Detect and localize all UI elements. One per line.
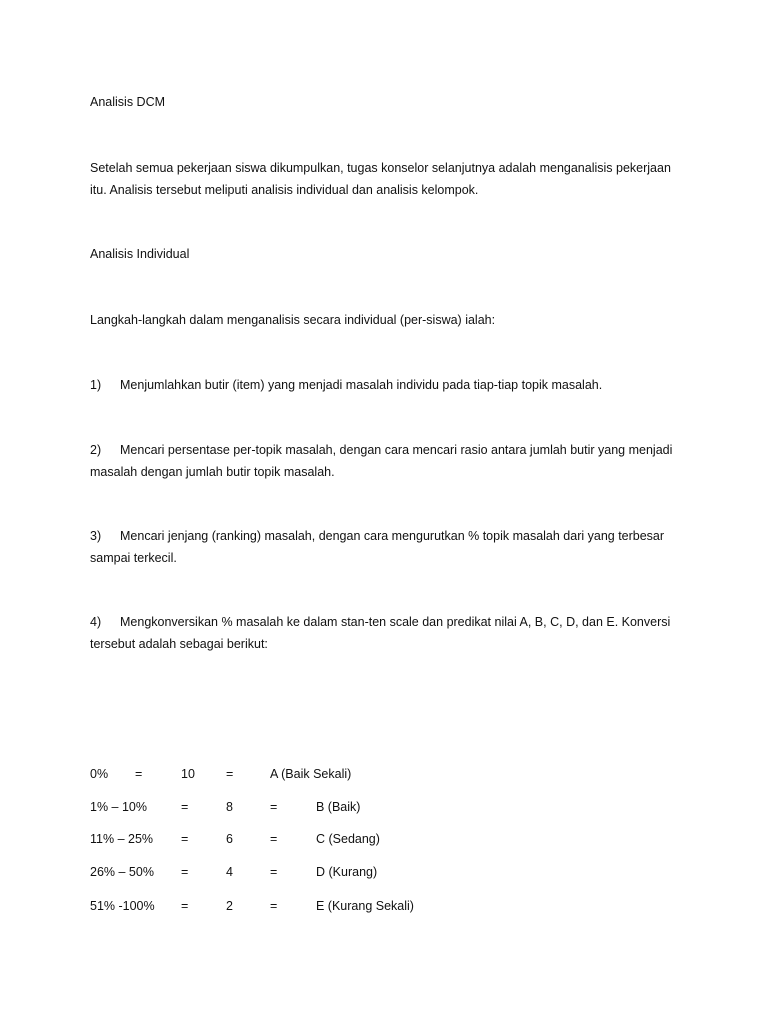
range-cell: 51% -100%: [90, 899, 155, 913]
equals-sign: =: [181, 865, 189, 879]
equals-sign: =: [270, 832, 278, 846]
range-cell: 0%: [90, 767, 109, 781]
table-row: [90, 796, 690, 818]
range-cell: 26% – 50%: [90, 865, 154, 879]
step-item-4: [90, 611, 680, 655]
step-item-1: [90, 374, 680, 396]
table-row: [90, 861, 690, 883]
grade-cell: D (Kurang): [316, 865, 378, 879]
range-cell: 11% – 25%: [90, 832, 154, 846]
step-item-2: [90, 439, 680, 483]
score-cell: 6: [226, 832, 233, 846]
step-number: 3): [90, 529, 102, 543]
score-cell: 2: [226, 899, 233, 913]
intro-paragraph: Setelah semua pekerjaan siswa dikumpulkan, tugas konselor selanjutnya adalah menganalisis pekerjaan itu. Analisis tersebut meliputi analisis individual dan analisis kelompok.: [90, 161, 671, 197]
section-heading: Analisis Individual: [90, 247, 190, 261]
steps-intro: Langkah-langkah dalam menganalisis secara individual (per-siswa) ialah:: [90, 313, 496, 327]
score-cell: 8: [226, 800, 233, 814]
equals-sign: =: [270, 800, 278, 814]
grade-cell: E (Kurang Sekali): [316, 899, 414, 913]
score-cell: 4: [226, 865, 233, 879]
grade-cell: B (Baik): [316, 800, 361, 814]
table-row: [90, 828, 690, 850]
grade-cell: C (Sedang): [316, 832, 380, 846]
equals-sign: =: [135, 767, 143, 781]
table-row: [90, 895, 690, 917]
document-title: Analisis DCM: [90, 95, 166, 109]
step-text: Menjumlahkan butir (item) yang menjadi masalah individu pada tiap-tiap topik masalah.: [120, 378, 603, 392]
step-number: 2): [90, 443, 102, 457]
step-text: Mencari persentase per-topik masalah, dengan cara mencari rasio antara jumlah butir yang menjadi masalah dengan jumlah butir topik masalah.: [90, 443, 673, 479]
equals-sign: =: [181, 899, 189, 913]
equals-sign: =: [181, 832, 189, 846]
equals-sign: =: [226, 767, 234, 781]
table-row: [90, 763, 690, 785]
step-number: 1): [90, 378, 102, 392]
equals-sign: =: [270, 899, 278, 913]
equals-sign: =: [270, 865, 278, 879]
step-item-3: [90, 525, 680, 569]
step-text: Mengkonversikan % masalah ke dalam stan-ten scale dan predikat nilai A, B, C, D, dan E. Konversi tersebut adalah sebagai berikut:: [90, 615, 671, 651]
equals-sign: =: [181, 800, 189, 814]
range-cell: 1% – 10%: [90, 800, 147, 814]
score-cell: 10: [181, 767, 195, 781]
step-text: Mencari jenjang (ranking) masalah, dengan cara mengurutkan % topik masalah dari yang terbesar sampai terkecil.: [90, 529, 665, 565]
grade-cell: A (Baik Sekali): [270, 767, 352, 781]
step-number: 4): [90, 615, 102, 629]
